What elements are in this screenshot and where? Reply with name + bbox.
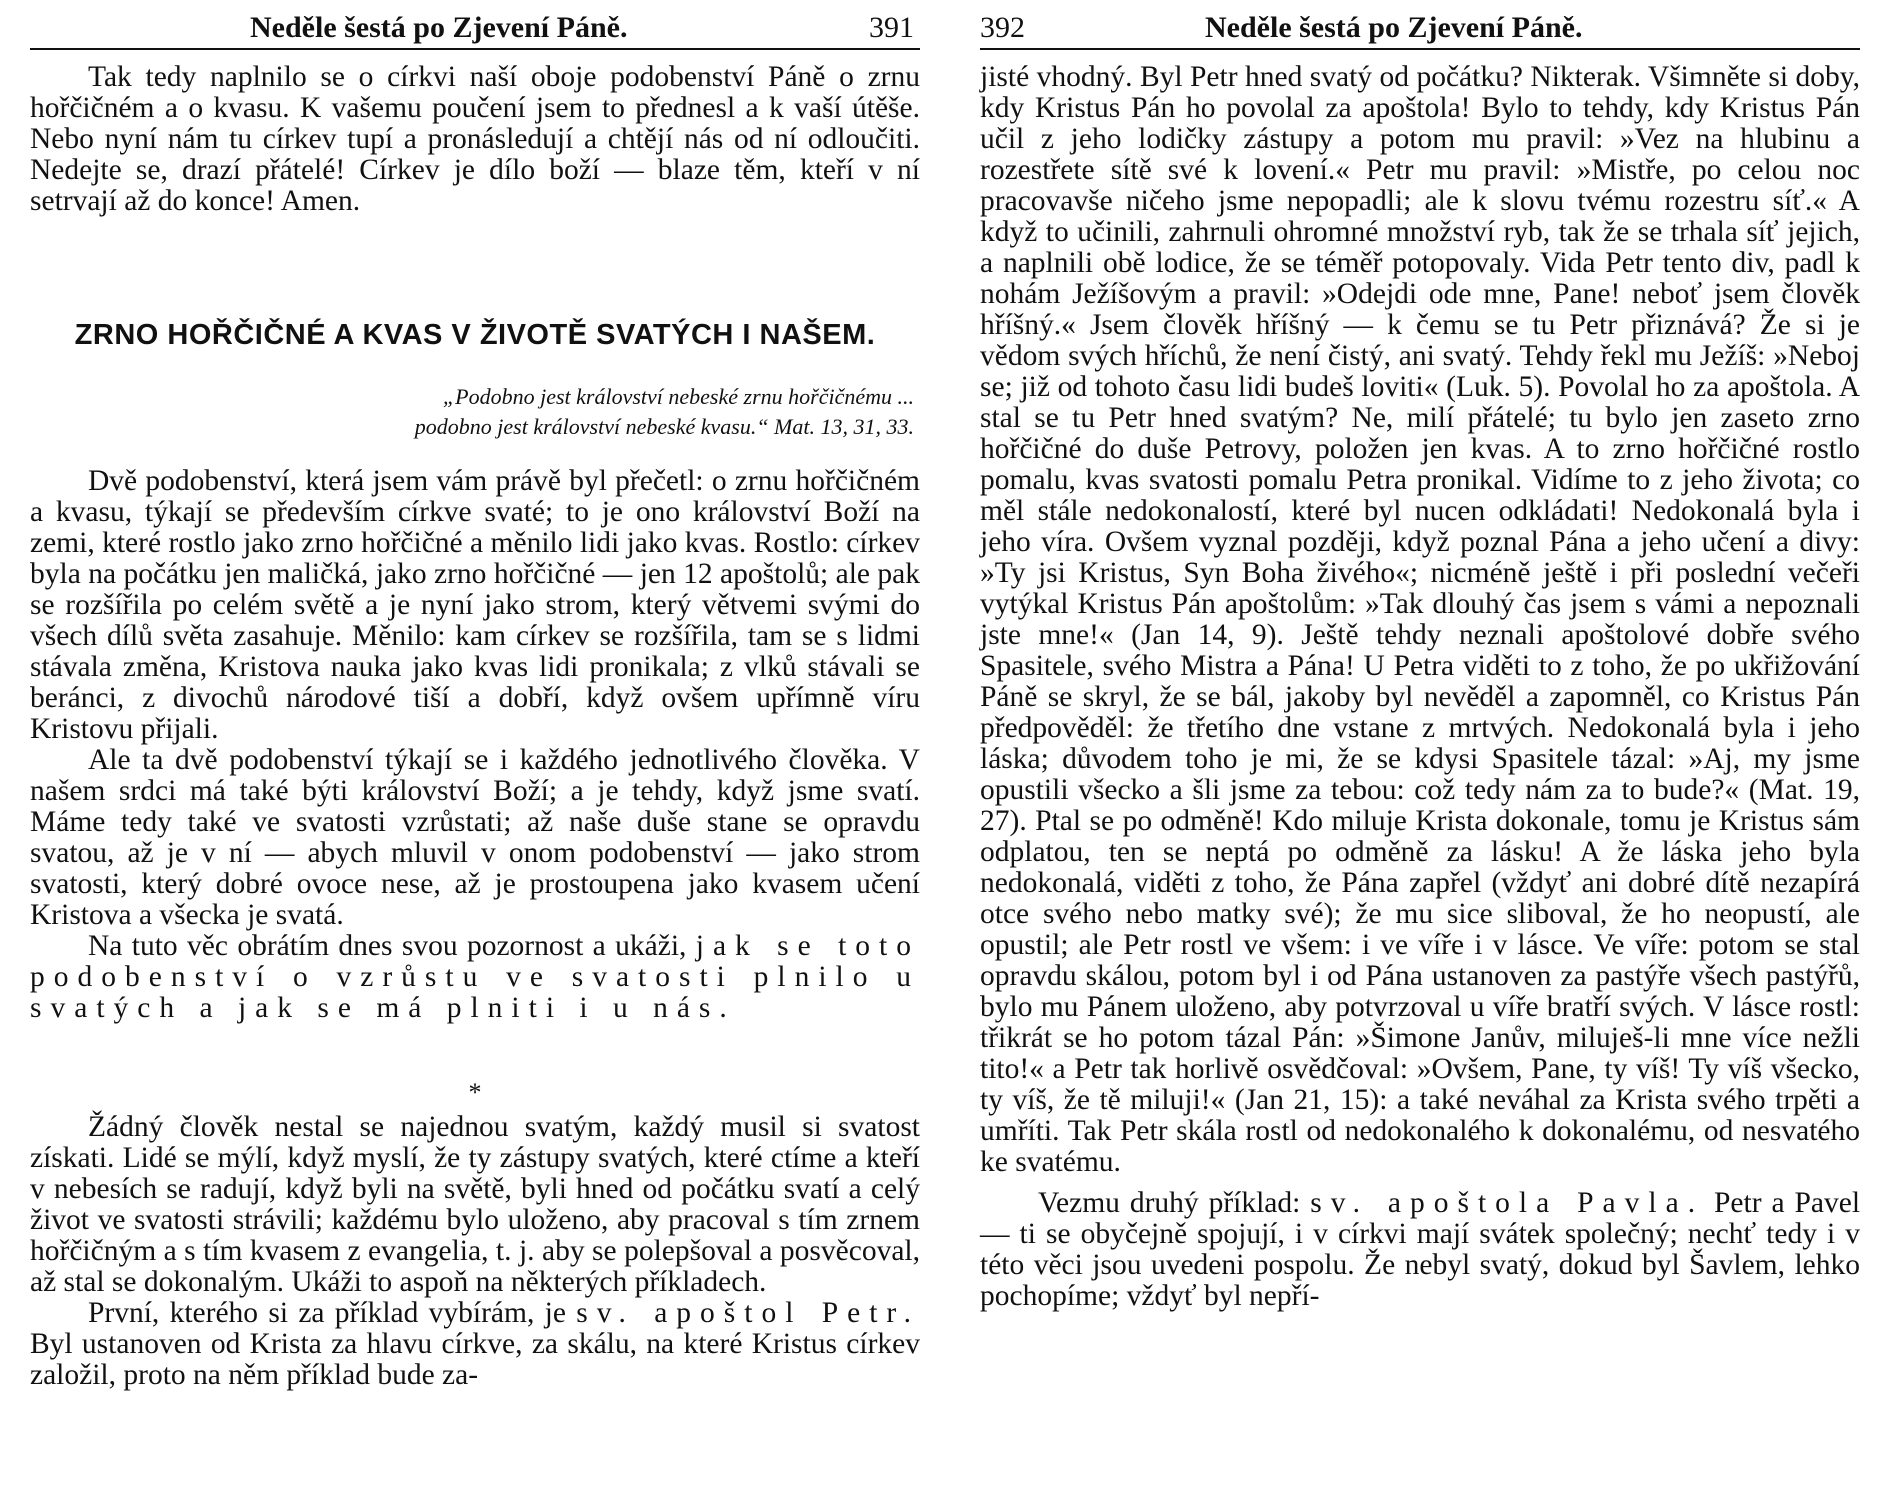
page-header [980, 8, 1860, 50]
spaced-emphasis: sv. apoštol Petr. [576, 1297, 920, 1329]
paragraph: Žádný člověk nestal se najednou svatým, každý musil si svatost získati. Lidé se mýlí, když myslí, že ty zástupy svatých, které ctíme a kteří v nebesích se radují, když byli na světě, byli hned od počátku svatí a celý život ve svatosti strávili; každému bylo uloženo, aby pracoval s tím zrnem hořčičným a s tím kvasem z evangelia, t. j. aby se polepšoval a posvěcoval, až stal se dokonalým. Ukáži to aspoň na některých příkladech. [30, 1111, 920, 1298]
left-page [30, 0, 920, 1500]
intro-paragraph: Tak tedy naplnilo se o církvi naší oboje podobenství Páně o zrnu hořčičném a o kvasu. K vašemu poučení jsem to přednesl a k vaší útěše. Nebo nyní nám tu církev tupí a pronásledují a chtějí nás od ní odloučiti. Nedejte se, drazí přátelé! Církev je dílo boží — blaze těm, kteří v ní setrvají až do konce! Amen. [30, 61, 920, 217]
paragraph-text: První, kterého si za příklad vybírám, je [88, 1297, 566, 1329]
motto [294, 382, 914, 442]
paragraph-text: Byl ustanoven od Krista za hlavu církve, za skálu, na které Kristus církev založil, proto na něm příklad bude za- [30, 1328, 920, 1391]
motto-line-2: podobno jest království nebeské kvasu.“ Mat. 13, 31, 33. [414, 414, 914, 439]
spaced-emphasis: jak se toto podobenství o vzrůstu ve svatosti plnilo u svatých a jak se má plniti i u nás. [30, 930, 920, 1024]
intro-block [30, 62, 920, 217]
body-block-1 [30, 466, 920, 1024]
section-divider: * [468, 1078, 482, 1107]
motto-line-1: „Podobno jest království nebeské zrnu hořčičnému ... [442, 384, 914, 409]
page-header [30, 8, 920, 50]
body-block [980, 62, 1860, 1312]
paragraph-text: Na tuto věc obrátím dnes svou pozornost a ukáži, [88, 930, 687, 962]
paragraph: jisté vhodný. Byl Petr hned svatý od počátku? Nikterak. Všimněte si doby, kdy Kristus Pán ho povolal za apoštola! Bylo to tehdy, kdy Kristus Pán učil z jeho lodičky zástupy a potom mu pravil: »Vez na hlubinu a rozestřete sítě své k lovení.« Petr mu pravil: »Mistře, po celou noc pracovavše ničeho jsme nepopadli; ale k slovu tvému rozestru síť.« A když to učinili, zahrnuli ohromné množství ryb, tak že se trhala síť jejich, a naplnili obě lodice, že se téměř potopovaly. Vida Petr tento div, padl k nohám Ježíšovým a pravil: »Odejdi ode mne, Pane! neboť jsem člověk hříšný.« Jsem člověk hříšný — k čemu se tu Petr přiznává? Že si je vědom svých hříchů, že není čistý, ani svatý. Tehdy řekl mu Ježíš: »Neboj se; již od tohoto času lidi budeš loviti« (Luk. 5). Povolal ho za apoštola. A stal se tu Petr hned svatým? Ne, milí přátelé; tu bylo jen zaseto zrno hořčičné do duše Petrovy, položen jen kvas. A to zrno hořčičné rostlo pomalu, kvas svatosti pomalu Petra pronikal. Vidíme to z jeho života; co měl stále nedokonalostí, které byl nucen odkládati! Nedokonalá byla i jeho víra. Ovšem vyznal později, když poznal Pána a jeho učení a divy: »Ty jsi Kristus, Syn Boha živého«; nicméně ještě i při poslední večeři vytýkal Kristus Pán apoštolům: »Tak dlouhý čas jsem s vámi a nepoznali jste mne!« (Jan 14, 9). Ještě tehdy neznali apoštolové dobře svého Spasitele, svého Mistra a Pána! U Petra viděti to z toho, že po ukřižování Páně se skryl, že se bál, jakoby byl nevěděl a zapomněl, co Kristus Pán předpověděl: že třetího dne vstane z mrtvých. Nedokonalá byla i jeho láska; důvodem toho je mi, že se kdysi Spasitele tázal: »Aj, my jsme opustili všecko a šli jsme za tebou: což tedy nám za to bude?« (Mat. 19, 27). Ptal se po odměně! Kdo miluje Krista dokonale, tomu je Kristus sám odplatou, ten se neptá po odměně za lásku! A že láska jeho byla nedokonalá, viděti z toho, že Pána zapřel (vždyť ani dobré dítě nezapírá otce svého nebo matky své); že mu sice sliboval, že ho neopustí, ale opustil; ale Petr rostl ve všem: i ve víře i v lásce. Ve víře: potom se stal opravdu skálou, potom byl i od Pána ustanoven za pastýře všech pastýřů, bylo mu Pánem uloženo, aby potvrzoval u víře bratří svých. V lásce rostl: třikrát se ho potom tázal Pán: »Šimone Janův, miluješ-li mne více nežli tito!« a Petr tak horlivě osvědčoval: »Ovšem, Pane, ty víš! Ty víš všecko, ty víš, že tě miluji!« (Jan 21, 15): a také neváhal za Krista svého trpěti a umříti. Tak Petr skála rostl od nedokonalého k dokonalému, od nesvatého ke svatému. [980, 61, 1860, 1178]
running-title: Neděle šestá po Zjevení Páně. [1205, 11, 1583, 44]
page-number: 392 [980, 11, 1025, 44]
paragraph-text: Petr a Pavel — ti se obyčejně spojují, i v církvi mají svátek společný; nechť tedy i v této věci jsou uvedeni pospolu. Že nebyl svatý, dokud byl Šavlem, lehko pochopíme; vždyť byl nepří- [980, 1187, 1861, 1312]
body-block-2 [30, 1112, 920, 1391]
spaced-emphasis: sv. apoštola Pavla. [1310, 1187, 1705, 1219]
paragraph-text: Vezmu druhý příklad: [1038, 1187, 1301, 1219]
paragraph [30, 1298, 920, 1391]
paragraph: Ale ta dvě podobenství týkají se i každého jednotlivého člověka. V našem srdci má také býti království Boží; a je tehdy, když jsme svatí. Máme tedy také ve svatosti vzrůstati; až naše duše stane se opravdu svatou, až je v ní — abych mluvil v onom podobenství — jako strom svatosti, který dobré ovoce nese, až je prostoupena jako kvasem učení Kristova a všecka je svatá. [30, 744, 920, 931]
page-number: 391 [869, 11, 914, 44]
running-title: Neděle šestá po Zjevení Páně. [250, 11, 628, 44]
right-page [980, 0, 1860, 1500]
section-heading: ZRNO HOŘČIČNÉ A KVAS V ŽIVOTĚ SVATÝCH I NAŠEM. [74, 319, 876, 351]
paragraph: Dvě podobenství, která jsem vám právě byl přečetl: o zrnu hořčičném a kvasu, týkají se především církve svaté; to je ono království Boží na zemi, které rostlo jako zrno hořčičné a měnilo lidi jako kvas. Rostlo: církev byla na počátku jen maličká, jako zrno hořčičné — jen 12 apoštolů; ale pak se rozšířila po celém světě a je nyní jako strom, který větvemi svými do všech dílů světa zasahuje. Měnilo: kam církev se rozšířila, tam se s lidmi stávala změna, Kristova nauka jako kvas lidi pronikala; z vlků stávali se beránci, z divochů národové tiší a dobří, když ovšem upřímně víru Kristovu přijali. [30, 465, 920, 745]
paragraph [980, 1188, 1860, 1312]
paragraph [30, 931, 920, 1024]
